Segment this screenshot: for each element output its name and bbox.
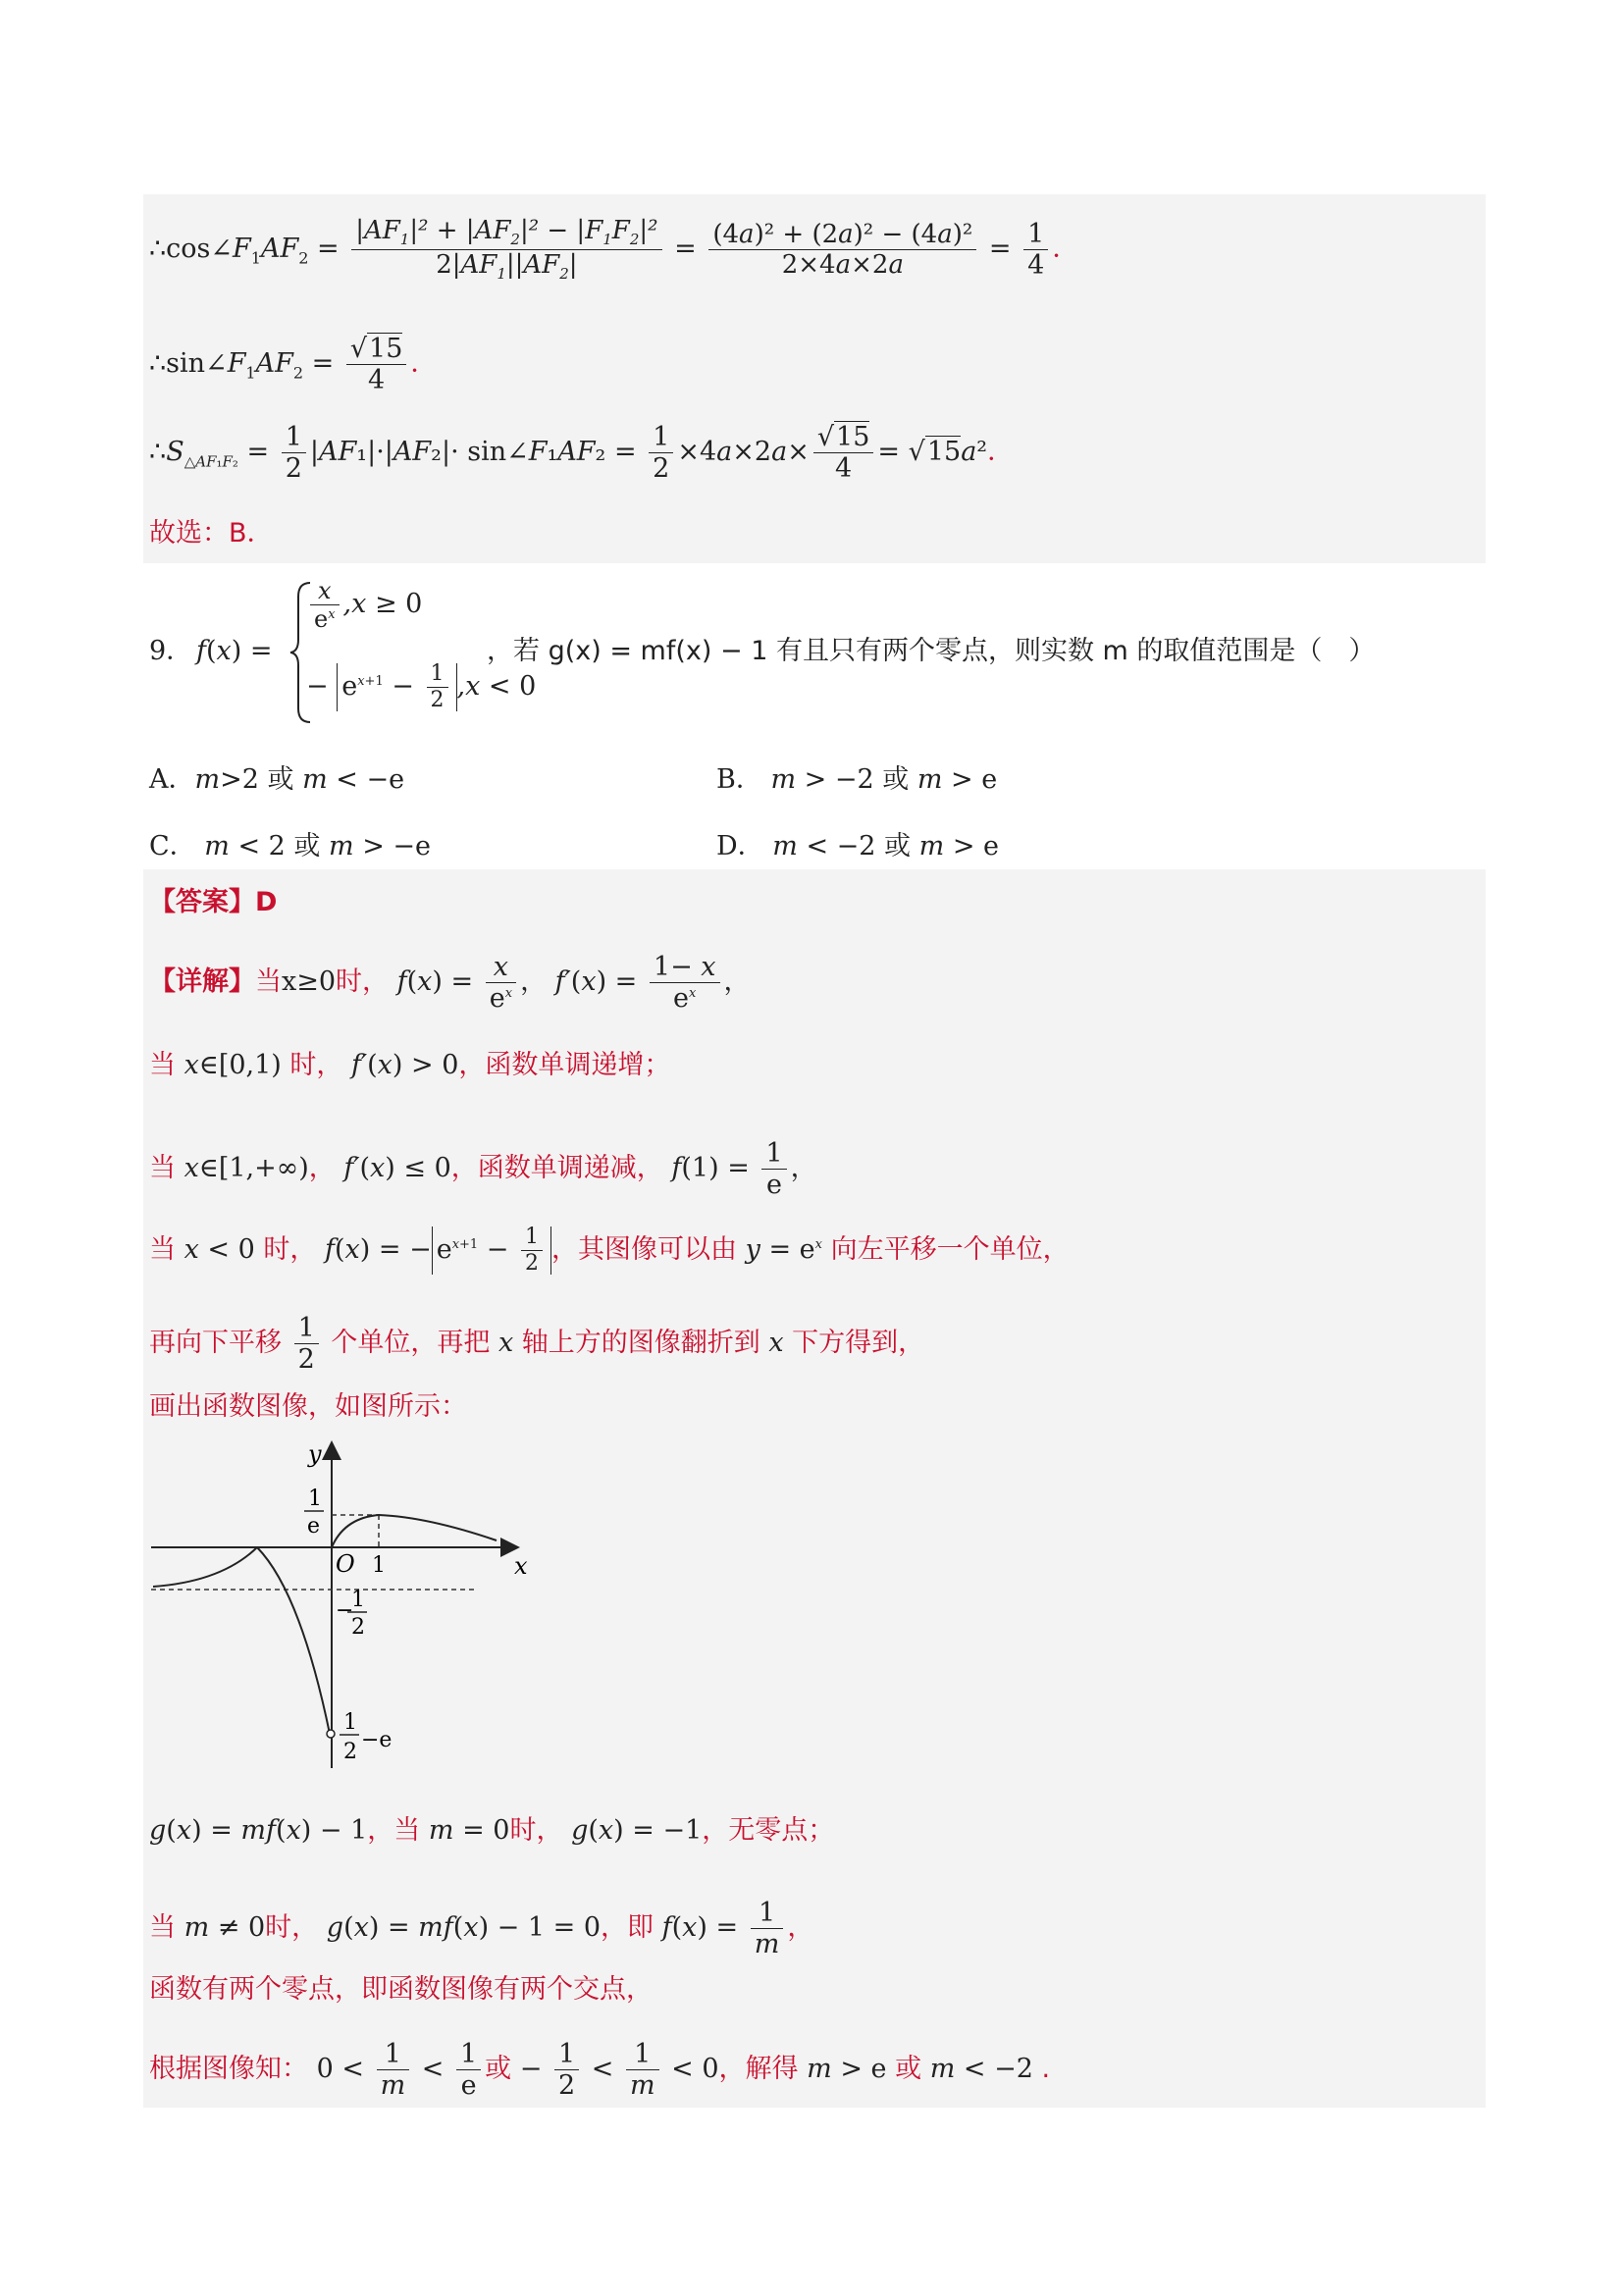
answer-tag: 【答案】D — [149, 887, 278, 917]
detail-line-5: 再向下平移 $\frac{1}{2}$ 个单位，再把 x 轴上方的图像翻折到 x 下方得到， — [149, 1313, 925, 1375]
option-a[interactable]: A．m>2 或 m < −e — [149, 764, 405, 795]
svg-text:e: e — [307, 1514, 321, 1539]
detail-line-1: 【详解】当x≥0时， f(x) = $\frac{x}{e^x}$ ， f′(x) = $\frac{1- x}{e^x}$ ， — [149, 952, 751, 1014]
svg-text:1: 1 — [351, 1588, 365, 1612]
cos-formula: $\therefore\cos\angle F_1AF_2$ = $\frac{|AF_1|^2 + |AF_2|^2 - |F_1F_2|^2}{2|AF_1||AF_2|}$ = $\frac{\text{(4a)² + (2a)² − (4a)²}}{2\times 4a\times 2a}$ = $\frac{1}{4}$ ． — [149, 216, 1079, 284]
area-formula: $\therefore S_{\triangle AF_1F_2}$ = $\frac{1}{2}$ |AF₁|·|AF₂|· sin∠F₁AF₂ = $\frac{1}{2}$ ×4a×2a× $\frac{√15}{4}$ = √15a²． — [149, 422, 1015, 484]
answer-choice-b: 故选：B． — [149, 518, 274, 548]
svg-text:x: x — [514, 1552, 528, 1580]
svg-text:y: y — [308, 1440, 322, 1468]
detail-line-2: 当 x∈[0,1) 时， f′(x) > 0，函数单调递增； — [149, 1050, 671, 1080]
detail-line-4: 当 x < 0 时， f(x) = − $e^{x+1}$ − $\frac{1}{2}$ ，其图像可以由 $y = e^x$ 向左平移一个单位， — [149, 1225, 1070, 1276]
option-c[interactable]: C． m < 2 或 m > −e — [149, 831, 432, 861]
svg-text:2: 2 — [343, 1740, 357, 1764]
detail-line-10: 根据图像知： 0 < $\frac{1}{m}$ < $\frac{1}{e}$ 或 − $\frac{1}{2}$ < $\frac{1}{m}$ < 0，解得 m > e 或 m < −2 . — [149, 2039, 1051, 2101]
svg-text:−: − — [336, 1598, 354, 1623]
detail-line-8: 当 m ≠ 0时， g(x) = mf(x) − 1 = 0，即 f(x) = $\frac{1}{m}$ ， — [149, 1898, 814, 1959]
question-number: 9． — [149, 636, 193, 666]
detail-line-9: 函数有两个零点，即函数图像有两个交点， — [149, 1974, 653, 2005]
question-stem: ，若 g(x) = mf(x) − 1 有且只有两个零点，则实数 m 的取值范围是（ ） — [487, 636, 1376, 666]
function-graph — [143, 1435, 536, 1788]
svg-text:O: O — [336, 1550, 355, 1578]
option-b[interactable]: B． m > −2 或 m > e — [716, 764, 998, 795]
curve-left-lower — [257, 1547, 330, 1734]
curve-left-upper — [153, 1547, 257, 1587]
svg-text:2: 2 — [351, 1615, 365, 1640]
curve-right — [332, 1515, 497, 1547]
svg-text:1: 1 — [343, 1710, 357, 1735]
svg-text:1: 1 — [372, 1553, 386, 1578]
detail-line-7: g(x) = mf(x) − 1，当 m = 0时， g(x) = −1，无零点； — [149, 1815, 835, 1846]
open-point — [327, 1730, 335, 1738]
detail-line-3: 当 x∈[1,+∞)， f′(x) ≤ 0，函数单调递减， f(1) = $\frac{1}{e}$ ， — [149, 1138, 817, 1200]
detail-line-6: 画出函数图像，如图所示： — [149, 1391, 467, 1422]
svg-text:1: 1 — [308, 1487, 322, 1511]
sin-formula: $\therefore\sin\angle F_1AF_2$ = $\frac{√15}{4}$ ． — [149, 334, 438, 395]
svg-text:−e: −e — [361, 1728, 393, 1752]
option-d[interactable]: D． m < −2 或 m > e — [716, 831, 1000, 861]
